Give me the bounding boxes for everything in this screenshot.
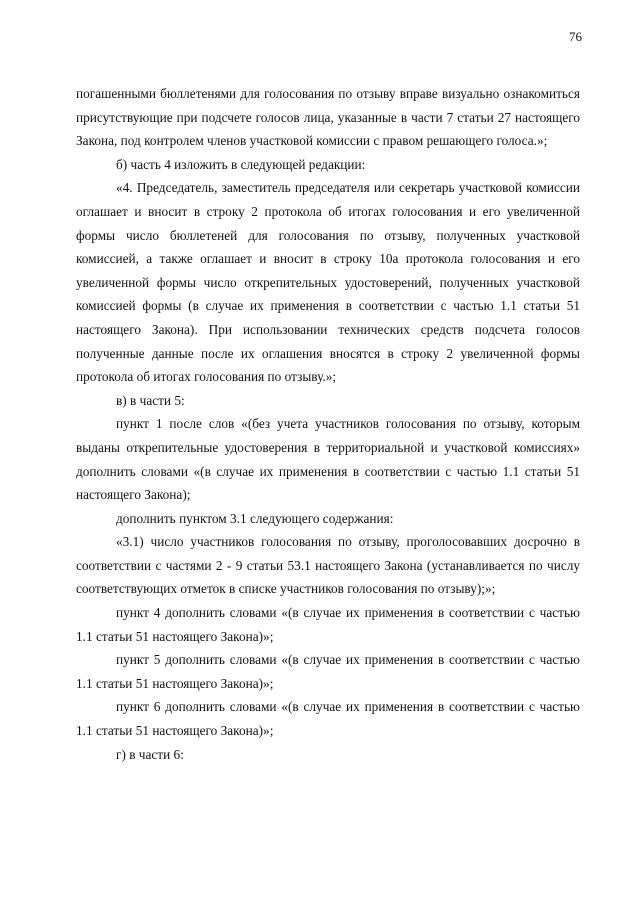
paragraph-4: в) в части 5: bbox=[116, 392, 185, 408]
paragraph-7: «3.1) число участников голосования по отзыву, проголосовавших досрочно в соответствии с частями 2 - 9 статьи 53.1 настоящего Закона (устанавливается по числу соответствующих отметок в списке участников голосования по отзыву);»; bbox=[76, 534, 580, 597]
paragraph-11: г) в части 6: bbox=[116, 746, 184, 762]
paragraph-8: пункт 4 дополнить словами «(в случае их применения в соответствии с частью 1.1 статьи 51 настоящего Закона)»; bbox=[76, 605, 580, 644]
page-number: 76 bbox=[569, 29, 582, 44]
paragraph-5: пункт 1 после слов «(без учета участников голосования по отзыву, которым выданы открепительные удостоверения в территориальной и участковой комиссиях» дополнить словами «(в случае их применения в соответствии с частью 1.1 статьи 51 настоящего Закона); bbox=[76, 416, 580, 503]
paragraph-2: б) часть 4 изложить в следующей редакции: bbox=[116, 156, 366, 172]
paragraph-1: погашенными бюллетенями для голосования по отзыву вправе визуально ознакомиться присутствующие при подсчете голосов лица, указанные в части 7 статьи 27 настоящего Закона, под контролем членов участковой комиссии с правом решающего голоса.»; bbox=[76, 86, 580, 149]
paragraph-9: пункт 5 дополнить словами «(в случае их применения в соответствии с частью 1.1 статьи 51 настоящего Закона)»; bbox=[76, 652, 580, 691]
document-body bbox=[76, 82, 580, 766]
paragraph-10: пункт 6 дополнить словами «(в случае их применения в соответствии с частью 1.1 статьи 51 настоящего Закона)»; bbox=[76, 699, 580, 739]
paragraph-6: дополнить пунктом 3.1 следующего содержания: bbox=[116, 510, 394, 526]
paragraph-3: «4. Председатель, заместитель председателя или секретарь участковой комиссии оглашает и вносит в строку 2 протокола об итогах голосования и его увеличенной формы число бюллетеней для голосования по отзыву, полученных участковой комиссией, а также оглашает и вносит в строку 10а протокола голосования и его увеличенной формы число открепительных удостоверений, полученных участковой комиссией формы (в случае их применения в соответствии с частью 1.1 статьи 51 настоящего Закона). При использовании технических средств подсчета голосов полученные данные после их оглашения вносятся в строку 2 увеличенной формы протокола об итогах голосования по отзыву.»; bbox=[76, 180, 580, 385]
